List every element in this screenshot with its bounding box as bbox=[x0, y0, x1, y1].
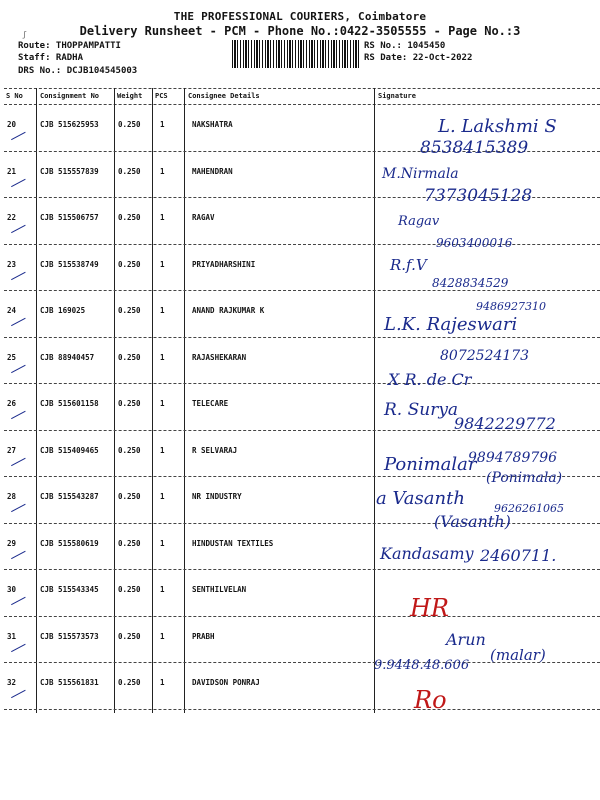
row-consignee: SENTHILVELAN bbox=[192, 585, 247, 594]
row-weight: 0.250 bbox=[118, 259, 141, 269]
row-weight: 0.250 bbox=[118, 538, 141, 548]
handwritten-signature: HR bbox=[410, 594, 449, 622]
col-divider bbox=[114, 88, 115, 713]
row-weight: 0.250 bbox=[118, 306, 141, 315]
row-consignee: PRABH bbox=[192, 631, 215, 641]
row-sno: 22 bbox=[7, 213, 17, 222]
handwritten-phone: 9486927310 bbox=[476, 300, 546, 313]
handwritten-phone: 9603400016 bbox=[436, 236, 513, 250]
handwritten-phone: 8428834529 bbox=[432, 276, 509, 290]
row-consignment-no: CJB 515538749 bbox=[40, 259, 99, 269]
row-sno: 21 bbox=[7, 166, 17, 176]
row-sno: 24 bbox=[7, 306, 17, 315]
row-consignment-no: CJB 515506757 bbox=[40, 213, 99, 222]
row-consignee: TELECARE bbox=[192, 399, 229, 408]
handwritten-signature: Ponimalar bbox=[384, 454, 477, 475]
handwritten-phone: 9894789796 bbox=[468, 450, 558, 466]
col-divider bbox=[184, 88, 185, 713]
row-consignee: RAGAV bbox=[192, 213, 215, 222]
row-weight: 0.250 bbox=[118, 445, 141, 455]
col-header-weight: Weight bbox=[117, 92, 143, 100]
col-divider bbox=[374, 88, 375, 713]
row-consignment-no: CJB 169025 bbox=[40, 306, 86, 315]
col-header-consignment: Consignment No bbox=[40, 92, 100, 100]
staff-label: Staff: RADHA bbox=[18, 53, 84, 63]
row-sno: 25 bbox=[7, 352, 17, 362]
handwritten-signature: L. Lakshmi S bbox=[438, 116, 557, 137]
col-header-sno: S No bbox=[6, 92, 23, 100]
handwritten-phone: 9626261065 bbox=[494, 502, 564, 515]
handwritten-phone: 2460711. bbox=[480, 546, 557, 565]
row-pcs: 1 bbox=[160, 678, 165, 687]
col-divider bbox=[36, 88, 37, 713]
handwritten-signature: X R. de Cr bbox=[388, 370, 472, 389]
row-consignment-no: CJB 88940457 bbox=[40, 352, 95, 362]
row-sno: 26 bbox=[7, 399, 17, 408]
handwritten-signature: Ro bbox=[414, 686, 447, 714]
col-header-signature: Signature bbox=[378, 92, 416, 100]
row-divider bbox=[4, 709, 600, 710]
stamp-mark: ʃ bbox=[22, 30, 27, 39]
row-pcs: 1 bbox=[160, 585, 165, 594]
row-consignment-no: CJB 515601158 bbox=[40, 399, 99, 408]
row-divider bbox=[4, 383, 600, 384]
col-header-consignee: Consignee Details bbox=[188, 92, 260, 100]
handwritten-signature: Kandasamy bbox=[380, 544, 474, 563]
handwritten-signature: a Vasanth bbox=[376, 488, 465, 509]
handwritten-signature: L.K. Rajeswari bbox=[384, 314, 518, 335]
handwritten-signature: Arun bbox=[446, 630, 486, 649]
row-sno: 20 bbox=[7, 120, 17, 129]
handwritten-signature: R.f.V bbox=[390, 256, 427, 274]
handwritten-note: (malar) bbox=[490, 646, 546, 664]
rs-number: RS No.: 1045450 bbox=[364, 41, 446, 51]
row-weight: 0.250 bbox=[118, 492, 141, 501]
row-weight: 0.250 bbox=[118, 399, 141, 408]
row-pcs: 1 bbox=[160, 120, 165, 129]
row-sno: 28 bbox=[7, 492, 17, 501]
table-top-rule bbox=[4, 88, 600, 89]
route-label: Route: THOPPAMPATTI bbox=[18, 41, 121, 51]
handwritten-note: (Ponimala) bbox=[486, 470, 563, 486]
row-sno: 23 bbox=[7, 259, 17, 269]
drs-number: DRS No.: DCJB104545003 bbox=[18, 66, 138, 76]
row-weight: 0.250 bbox=[118, 585, 141, 594]
handwritten-signature: R. Surya bbox=[384, 400, 459, 420]
runsheet-subtitle: Delivery Runsheet - PCM - Phone No.:0422-3505555 - Page No.:3 bbox=[79, 24, 521, 38]
row-divider bbox=[4, 290, 600, 291]
row-weight: 0.250 bbox=[118, 631, 141, 641]
handwritten-phone: 8072524173 bbox=[440, 348, 530, 364]
row-weight: 0.250 bbox=[118, 352, 141, 362]
row-consignee: ANAND RAJKUMAR K bbox=[192, 306, 265, 315]
row-weight: 0.250 bbox=[118, 166, 141, 176]
row-sno: 31 bbox=[7, 631, 17, 641]
table-header-rule bbox=[4, 104, 600, 105]
row-consignment-no: CJB 515580619 bbox=[40, 538, 99, 548]
row-sno: 30 bbox=[7, 585, 17, 594]
col-divider bbox=[152, 88, 153, 713]
col-header-pcs: PCS bbox=[155, 92, 168, 100]
row-consignee: MAHENDRAN bbox=[192, 166, 233, 176]
handwritten-phone: 9842229772 bbox=[454, 414, 556, 433]
row-pcs: 1 bbox=[160, 538, 165, 548]
row-weight: 0.250 bbox=[118, 120, 141, 129]
row-pcs: 1 bbox=[160, 492, 165, 501]
row-consignment-no: CJB 515557839 bbox=[40, 166, 99, 176]
row-consignment-no: CJB 515409465 bbox=[40, 445, 99, 455]
handwritten-signature: Ragav bbox=[398, 214, 440, 229]
row-consignee: DAVIDSON PONRAJ bbox=[192, 678, 260, 687]
row-weight: 0.250 bbox=[118, 213, 141, 222]
row-consignee: PRIYADHARSHINI bbox=[192, 259, 256, 269]
rs-date: RS Date: 22-Oct-2022 bbox=[364, 53, 473, 63]
handwritten-signature: M.Nirmala bbox=[382, 166, 459, 182]
row-pcs: 1 bbox=[160, 213, 165, 222]
row-consignee: R SELVARAJ bbox=[192, 445, 238, 455]
handwritten-phone: 7373045128 bbox=[424, 186, 533, 206]
row-pcs: 1 bbox=[160, 306, 165, 315]
row-consignee: HINDUSTAN TEXTILES bbox=[192, 538, 274, 548]
handwritten-note: (Vasanth) bbox=[434, 512, 511, 531]
row-sno: 29 bbox=[7, 538, 17, 548]
row-pcs: 1 bbox=[160, 166, 165, 176]
row-consignment-no: CJB 515573573 bbox=[40, 631, 99, 641]
handwritten-phone: 9.9448.48.606 bbox=[374, 658, 470, 673]
row-consignment-no: CJB 515543345 bbox=[40, 585, 99, 594]
row-pcs: 1 bbox=[160, 259, 165, 269]
row-pcs: 1 bbox=[160, 631, 165, 641]
row-divider bbox=[4, 569, 600, 570]
handwritten-phone: 8538415389 bbox=[420, 138, 529, 158]
row-consignee: NAKSHATRA bbox=[192, 120, 233, 129]
row-divider bbox=[4, 616, 600, 617]
row-pcs: 1 bbox=[160, 352, 165, 362]
row-consignee: NR INDUSTRY bbox=[192, 492, 242, 501]
row-consignment-no: CJB 515561831 bbox=[40, 678, 99, 687]
row-weight: 0.250 bbox=[118, 678, 141, 687]
row-sno: 32 bbox=[7, 678, 17, 687]
barcode bbox=[232, 40, 360, 68]
row-consignment-no: CJB 515625953 bbox=[40, 120, 99, 129]
row-sno: 27 bbox=[7, 445, 17, 455]
row-consignee: RAJASHEKARAN bbox=[192, 352, 247, 362]
row-pcs: 1 bbox=[160, 399, 165, 408]
row-consignment-no: CJB 515543287 bbox=[40, 492, 99, 501]
row-pcs: 1 bbox=[160, 445, 165, 455]
company-title: THE PROFESSIONAL COURIERS, Coimbatore bbox=[173, 10, 427, 23]
row-divider bbox=[4, 337, 600, 338]
